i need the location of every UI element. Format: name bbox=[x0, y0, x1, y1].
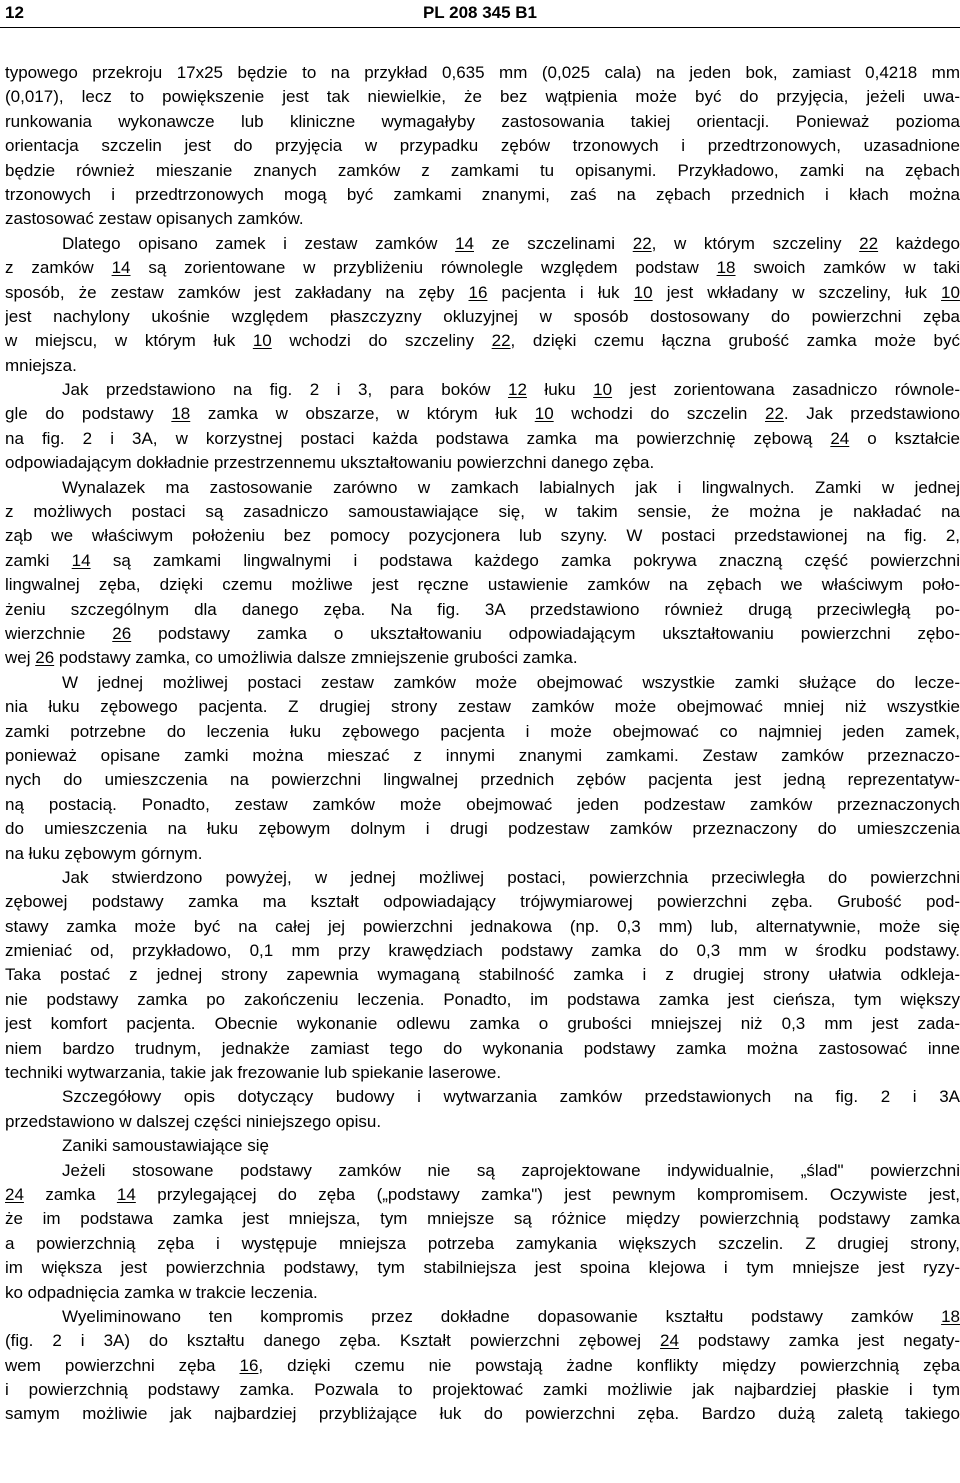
text-line: (fig. 2 i 3A) do kształtu danego zęba. Kształt powierzchni zębowej 24 podstawy zamka jest negaty- bbox=[5, 1331, 960, 1351]
reference-numeral: 16 bbox=[239, 1355, 259, 1375]
page-number: 12 bbox=[5, 3, 24, 22]
text-line: typowego przekroju 17x25 będzie to na przykład 0,635 mm (0,025 cala) na jeden bok, zamiast 0,4218 mm bbox=[5, 63, 960, 82]
reference-numeral: 10 bbox=[633, 282, 653, 302]
text-line: Zaniki samoustawiające się bbox=[62, 1136, 269, 1156]
reference-numeral: 22 bbox=[491, 331, 511, 351]
text-line: żeniu szczególnym dla danego zęba. Na fig. 3A przedstawiono również drugą przeciwległą po- bbox=[5, 599, 960, 619]
text-line: a powierzchnią zęba i występuje mniejsza potrzeba zamykania większych szczelin. Z drugiej strony, bbox=[5, 1233, 960, 1253]
reference-numeral: 12 bbox=[507, 380, 527, 400]
text-line: W jednej możliwej postaci zestaw zamków może obejmować wszystkie zamki służące do lecze- bbox=[62, 672, 960, 692]
text-line: zmieniać od, przykładowo, 0,1 mm przy krawędziach podstawy zamka do 0,3 mm w środku podstawy. bbox=[5, 941, 960, 961]
text-line: techniki wytwarzania, takie jak frezowanie lub spiekanie laserowe. bbox=[5, 1063, 502, 1083]
text-line: trzonowych i przedtrzonowych mogą być zamkami znanymi, zaś na zębach przednich i kłach można bbox=[5, 184, 960, 204]
text-line: na fig. 2 i 3A, w korzystnej postaci każda podstawa zamka ma powierzchnię zębową 24 o kształcie bbox=[5, 428, 960, 448]
reference-numeral: 22 bbox=[632, 233, 652, 253]
text-line: nie podstawy zamka po zakończeniu leczenia. Ponadto, im podstawa zamka jest cieńsza, tym większy bbox=[5, 989, 960, 1009]
text-line: jest nachylony ukośnie względem płaszczyzny okluzyjnej w sposób dostosowany do powierzchni zęba bbox=[5, 306, 960, 326]
patent-number: PL 208 345 B1 bbox=[422, 3, 538, 22]
text-line: Wynalazek ma zastosowanie zarówno w zamkach labialnych jak i lingwalnych. Zamki w jednej bbox=[62, 477, 960, 497]
reference-numeral: 24 bbox=[830, 428, 850, 448]
reference-numeral: 10 bbox=[941, 282, 960, 302]
text-line: orientacja szczelin jest do przyjęcia w przypadku zębów trzonowych i przedtrzonowych, uzasadnione bbox=[5, 136, 960, 156]
text-line: stawy zamka może być na całej jej powierzchni jednakowa (np. 0,3 mm) lub, alternatywnie, może się bbox=[5, 916, 960, 936]
header-rule bbox=[0, 27, 960, 28]
text-line: niem bardzo trudnym, jednakże zamiast tego do wykonania podstawy zamka można zastosować inne bbox=[5, 1038, 960, 1058]
reference-numeral: 14 bbox=[71, 550, 91, 570]
reference-numeral: 14 bbox=[111, 258, 131, 278]
text-line: ną postacią. Ponadto, zestaw zamków może obejmować jeden podzestaw zamków przeznaczonych bbox=[5, 794, 960, 814]
text-line: wem powierzchni zęba 16, dzięki czemu nie powstają żadne konflikty między powierzchnią zęba bbox=[5, 1355, 960, 1375]
text-line: Jak przedstawiono na fig. 2 i 3, para boków 12 łuku 10 jest zorientowana zasadniczo równole- bbox=[62, 380, 960, 400]
text-line: Szczegółowy opis dotyczący budowy i wytwarzania zamków przedstawionych na fig. 2 i 3A bbox=[62, 1087, 960, 1107]
text-line: (0,017), lecz to powiększenie jest tak niewielkie, że bez wątpienia może być do przyjęcia, jeżeli uwa- bbox=[5, 87, 960, 107]
text-line: Jeżeli stosowane podstawy zamków nie są zaprojektowane indywidualnie, „ślad" powierzchni bbox=[62, 1160, 960, 1180]
text-line: mniejsza. bbox=[5, 355, 77, 375]
text-line: i powierzchnią podstawy zamka. Pozwala to projektować zamki możliwie jak najbardziej płaskie i tym bbox=[5, 1380, 960, 1400]
text-line: nych do umieszczenia na powierzchni lingwalnej przednich zębów pacjenta jest jedną reprezentatyw- bbox=[5, 770, 960, 790]
text-line: zamki potrzebne do leczenia łuku zębowego pacjenta i może obejmować co najmniej jeden zamek, bbox=[5, 721, 960, 741]
reference-numeral: 14 bbox=[116, 1184, 136, 1204]
reference-numeral: 26 bbox=[112, 623, 132, 643]
text-line: do umieszczenia na łuku zębowym dolnym i drugi podzestaw zamków przeznaczony do umieszczenia bbox=[5, 819, 960, 839]
text-line: przedstawiono w dalszej części niniejszego opisu. bbox=[5, 1111, 382, 1131]
text-line: Dlatego opisano zamek i zestaw zamków 14 ze szczelinami 22, w którym szczeliny 22 każdego bbox=[62, 233, 960, 253]
text-line: zamki 14 są zamkami lingwalnymi i podstawa każdego zamka pokrywa znaczną część powierzchni bbox=[5, 550, 960, 570]
reference-numeral: 10 bbox=[593, 380, 613, 400]
text-line: lingwalnej zęba, dzięki czemu możliwe jest ręczne ustawienie zamków na zębach we właściwym poło- bbox=[5, 575, 960, 595]
reference-numeral: 10 bbox=[252, 331, 272, 351]
reference-numeral: 18 bbox=[171, 404, 191, 424]
text-line: wej 26 podstawy zamka, co umożliwia dalsze zmniejszenie grubości zamka. bbox=[5, 648, 578, 668]
text-line: z zamków 14 są zorientowane w przybliżeniu równolegle względem podstaw 18 swoich zamków w taki bbox=[5, 258, 960, 278]
reference-numeral: 24 bbox=[660, 1331, 679, 1351]
text-line: sposób, że zestaw zamków jest zakładany na zęby 16 pacjenta i łuk 10 jest wkładany w szczeliny, łuk 10 bbox=[5, 282, 960, 302]
reference-numeral: 22 bbox=[765, 404, 784, 424]
reference-numeral: 14 bbox=[455, 233, 474, 253]
text-line: odpowiadającym dokładnie przestrzennemu ukształtowaniu powierzchni danego zęba. bbox=[5, 453, 655, 473]
text-line: wierzchnie 26 podstawy zamka o ukształtowaniu odpowiadającym ukształtowaniu powierzchni zębo- bbox=[5, 623, 960, 643]
text-line: im większa jest powierzchnia podstawy, tym stabilniejsza jest spoina klejowa i tym mniejsze jest ryzy- bbox=[5, 1258, 960, 1278]
text-line: ząb we właściwym położeniu bez pomocy pozycjonera lub szyny. W postaci przedstawionej na fig. 2, bbox=[5, 526, 960, 546]
text-line: nia łuku zębowego pacjenta. Z drugiej strony zestaw zamków może obejmować mniej niż wszystkie bbox=[5, 697, 960, 717]
text-line: runkowania wykonawcze lub kliniczne wymagałyby zastosowania takiej orientacji. Ponieważ pozioma bbox=[5, 111, 960, 131]
reference-numeral: 18 bbox=[941, 1306, 960, 1326]
reference-numeral: 26 bbox=[35, 648, 55, 668]
text-line: Wyeliminowano ten kompromis przez dokładne dopasowanie kształtu podstawy zamków 18 bbox=[62, 1306, 960, 1326]
text-line: na łuku zębowym górnym. bbox=[5, 843, 203, 863]
text-line: z możliwych postaci są zasadniczo samoustawiające się, w takim sensie, że można je nakładać na bbox=[5, 502, 960, 522]
text-line: Taka postać z jednej strony zapewnia wymaganą stabilność zamka i z drugiej strony ułatwia odkleja- bbox=[5, 965, 960, 985]
reference-numeral: 16 bbox=[468, 282, 488, 302]
reference-numeral: 10 bbox=[534, 404, 554, 424]
text-line: zastosować zestaw opisanych zamków. bbox=[5, 209, 304, 229]
text-line: w miejscu, w którym łuk 10 wchodzi do szczeliny 22, dzięki czemu łączna grubość zamka może być bbox=[5, 331, 960, 351]
text-line: ko odpadnięcia zamka w trakcie leczenia. bbox=[5, 1282, 318, 1302]
text-line: gle do podstawy 18 zamka w obszarze, w którym łuk 10 wchodzi do szczelin 22. Jak przedstawiono bbox=[5, 404, 960, 424]
text-line: Jak stwierdzono powyżej, w jednej możliwej postaci, powierzchnia przeciwległa do powierzchni bbox=[62, 867, 960, 887]
text-line: 24 zamka 14 przylegającej do zęba („podstawy zamka") jest pewnym kompromisem. Oczywiste jest, bbox=[5, 1184, 960, 1204]
text-line: jest komfort pacjenta. Obecnie wykonanie odlewu zamka o grubości mniejszej niż 0,3 mm jest zada- bbox=[5, 1014, 960, 1034]
text-line: samym możliwie jak najbardziej przybliżające łuk do powierzchni zęba. Bardzo dużą zaletą takiego bbox=[5, 1404, 960, 1424]
text-line: zębowej podstawy zamka ma kształt odpowiadający trójwymiarowej powierzchni zęba. Grubość pod- bbox=[5, 892, 960, 912]
text-line: będzie również mieszanie znanych zamków z zamkami tu opisanymi. Przykładowo, zamki na zębach bbox=[5, 160, 960, 180]
reference-numeral: 24 bbox=[5, 1184, 24, 1204]
reference-numeral: 22 bbox=[859, 233, 879, 253]
body-text bbox=[5, 61, 960, 1427]
text-line: że im podstawa zamka jest mniejsza, tym mniejsze są różnice między powierzchnią podstawy zamka bbox=[5, 1209, 960, 1229]
text-line: ponieważ opisane zamki można mieszać z innymi znanymi zamkami. Zestaw zamków przeznaczo- bbox=[5, 745, 960, 765]
reference-numeral: 18 bbox=[716, 258, 736, 278]
